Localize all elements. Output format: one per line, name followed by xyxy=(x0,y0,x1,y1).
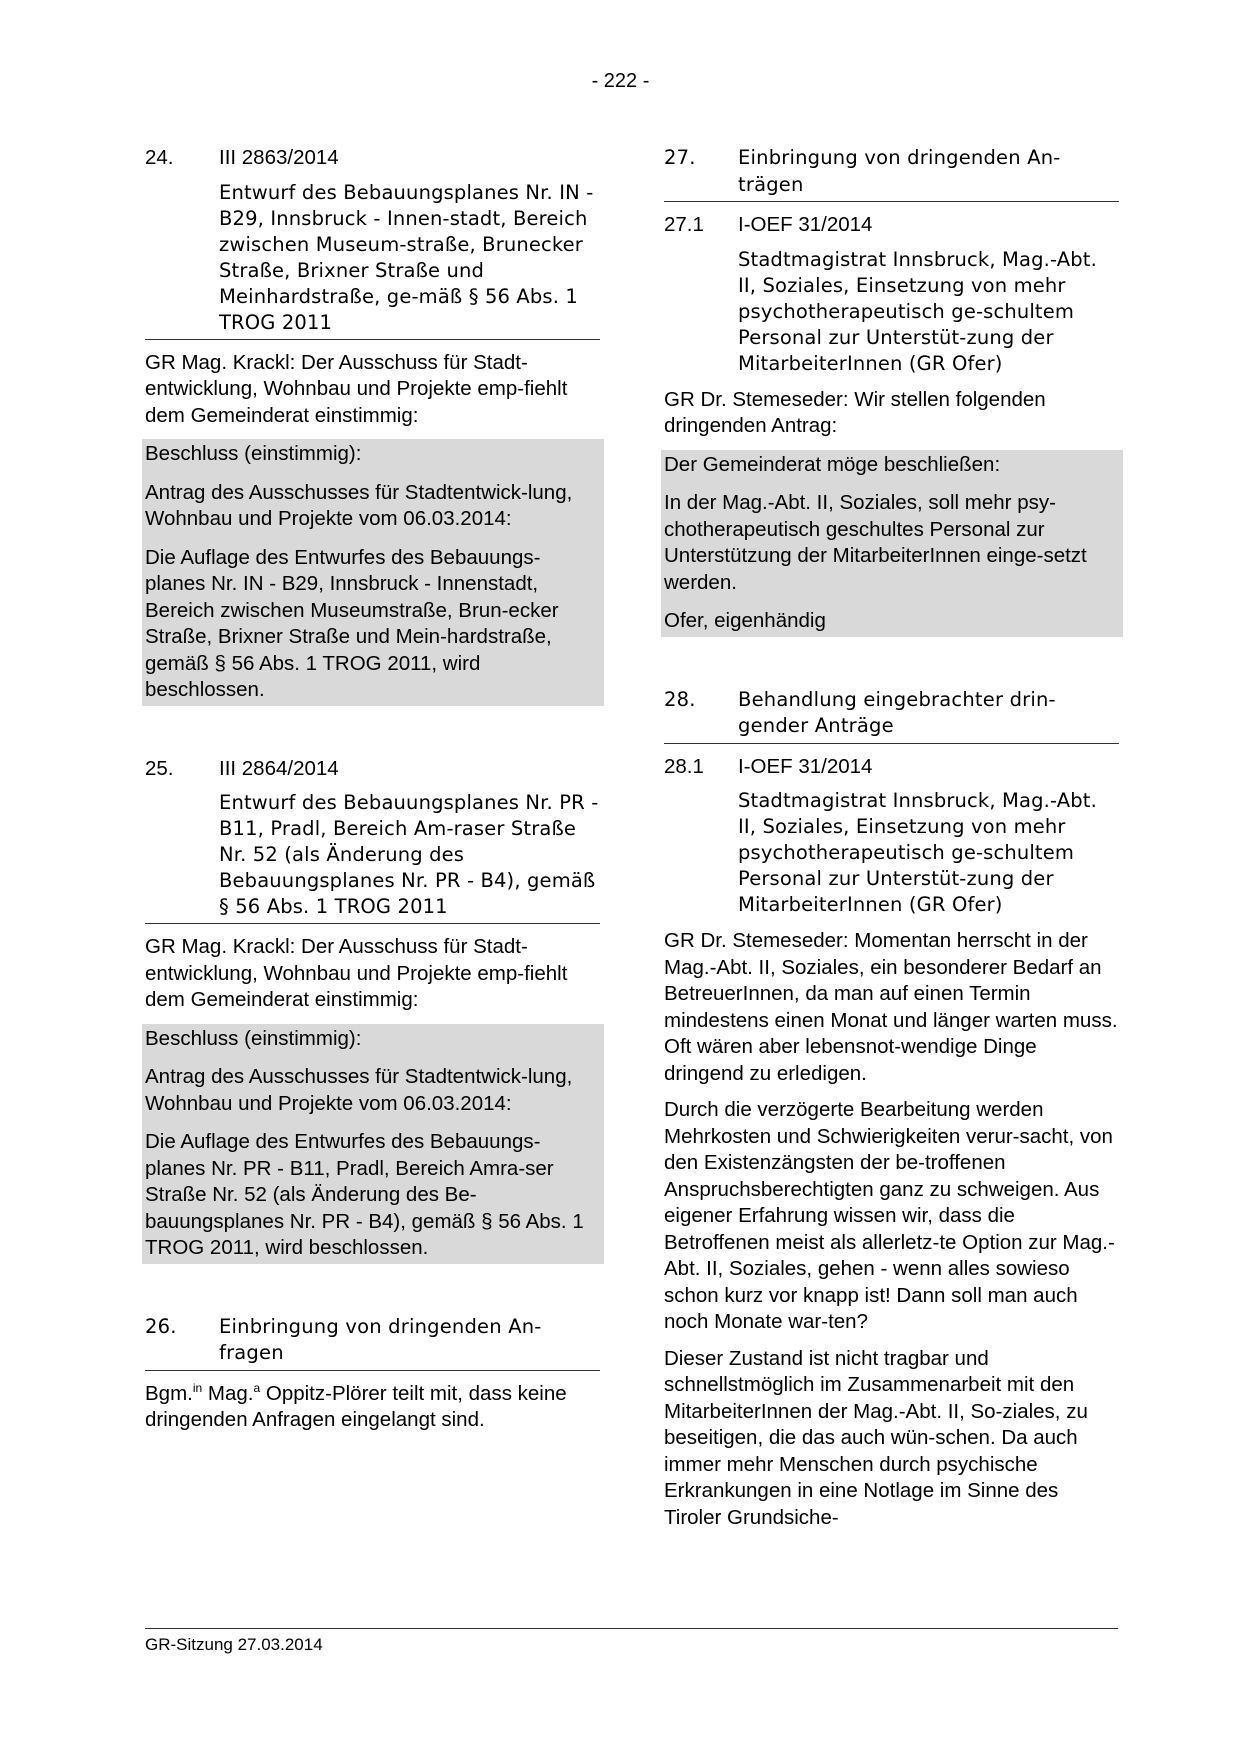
resolution-box xyxy=(142,439,604,706)
motion-signature: Ofer, eigenhändig xyxy=(664,609,826,632)
item-title: Einbringung von dringenden An-fragen xyxy=(219,1314,542,1364)
item-number: 25. xyxy=(145,756,174,780)
item-title: Entwurf des Bebauungsplanes Nr. IN - B29, Innsbruck - Innen-stadt, Bereich zwischen Museum-straße, Brunecker Straße, Brixner Straße und Meinhardstraße, ge-mäß § 56 Abs. 1 TROG 2011 xyxy=(219,180,594,334)
item-reference: III 2863/2014 xyxy=(219,146,339,169)
committee-recommendation: GR Mag. Krackl: Der Ausschuss für Stadt-entwicklung, Wohnbau und Projekte emp-fiehlt dem Gemeinderat einstimmig: xyxy=(145,935,568,1011)
title-bgm: Bgm. xyxy=(145,1381,193,1405)
mayor-statement xyxy=(145,1381,600,1434)
statement-text: Oppitz-Plörer teilt mit, dass keine dringenden Anfragen eingelangt sind. xyxy=(145,1381,567,1431)
agenda-item-27 xyxy=(664,145,1119,637)
item-number: 28. xyxy=(664,687,696,711)
item-title: Einbringung von dringenden An-trägen xyxy=(738,146,1061,196)
speech-paragraph: GR Dr. Stemeseder: Momentan herrscht in der Mag.-Abt. II, Soziales, ein besonderer Bedarf an BetreuerInnen, da man auf einen Termin mindestens einen Monat und länger warten muss. Oft wären aber lebensnot-wendige Dinge dringend zu erledigen. xyxy=(664,929,1118,1085)
item-number: 24. xyxy=(145,146,174,169)
motion-label: Der Gemeinderat möge beschließen: xyxy=(664,452,1001,476)
item-title: Entwurf des Bebauungsplanes Nr. PR - B11, Pradl, Bereich Am-raser Straße Nr. 52 (als Änderung des Bebauungsplanes Nr. PR - B4), gemäß § 56 Abs. 1 TROG 2011 xyxy=(219,791,599,918)
resolution-text: Die Auflage des Entwurfes des Bebauungs-planes Nr. IN - B29, Innsbruck - Innenstadt, Bereich zwischen Museumstraße, Brun-ecker Straße, Brixner Straße und Mein-hardstraße, gemäß § 56 Abs. 1 TROG 2011, wird beschlossen. xyxy=(145,545,559,701)
committee-recommendation: GR Mag. Krackl: Der Ausschuss für Stadt-entwicklung, Wohnbau und Projekte emp-fiehlt dem Gemeinderat einstimmig: xyxy=(145,350,568,427)
sub-item-reference: I-OEF 31/2014 xyxy=(738,754,873,778)
sub-item-title: Stadtmagistrat Innsbruck, Mag.-Abt. II, Soziales, Einsetzung von mehr psychotherapeutisch ge-schultem Personal zur Unterstüt-zung der MitarbeiterInnen (GR Ofer) xyxy=(738,789,1097,916)
page-footer: GR-Sitzung 27.03.2014 xyxy=(145,1628,1118,1655)
resolution-label: Beschluss (einstimmig): xyxy=(145,442,362,465)
speech-paragraph: Durch die verzögerte Bearbeitung werden Mehrkosten und Schwierigkeiten verur-sacht, von den Existenzängsten der be-troffenen Anspruchsberechtigten ganz zu schweigen. Aus eigener Erfahrung wissen wir, dass die Betroffenen meist als allerletz-te Option zur Mag.-Abt. II, Soziales, gehen - wenn alles sowieso schon kurz vor knapp ist! Dann soll man auch noch Monate war-ten? xyxy=(664,1098,1115,1333)
sub-item-reference: I-OEF 31/2014 xyxy=(738,213,873,236)
title-mag: Mag. xyxy=(207,1381,254,1405)
agenda-item-25 xyxy=(145,756,600,1264)
motion-intro: GR Dr. Stemeseder: Wir stellen folgenden dringenden Antrag: xyxy=(664,387,1046,437)
right-column xyxy=(664,145,1119,1531)
agenda-item-28 xyxy=(664,687,1119,1532)
title-mag-suffix: a xyxy=(253,1380,261,1395)
left-column xyxy=(145,145,600,1434)
speech-paragraph: Dieser Zustand ist nicht tragbar und schnellstmöglich im Zusammenarbeit mit den MitarbeiterInnen der Mag.-Abt. II, So-ziales, zu beseitigen, die das auch wün-schen. Da auch immer mehr Menschen durch psychische Erkrankungen in eine Notlage im Sinne des Tiroler Grundsiche- xyxy=(664,1346,1088,1529)
page-number: - 222 - xyxy=(591,70,650,92)
motion-text: In der Mag.-Abt. II, Soziales, soll mehr psy-chotherapeutisch geschultes Personal zur Unterstützung der MitarbeiterInnen einge-setzt werden. xyxy=(664,491,1087,594)
sub-item-number: 28.1 xyxy=(664,754,704,778)
item-title: Behandlung eingebrachter drin-gender Anträge xyxy=(738,687,1056,737)
resolution-box xyxy=(142,1024,604,1264)
sub-item-number: 27.1 xyxy=(664,213,704,236)
agenda-item-24 xyxy=(145,145,600,706)
item-number: 27. xyxy=(664,146,696,169)
resolution-label: Beschluss (einstimmig): xyxy=(145,1026,362,1050)
item-reference: III 2864/2014 xyxy=(219,756,339,780)
resolution-text: Die Auflage des Entwurfes des Bebauungs-planes Nr. PR - B11, Pradl, Bereich Amra-ser Straße Nr. 52 (als Änderung des Be-bauungsplanes Nr. PR - B4), gemäß § 56 Abs. 1 TROG 2011, wird beschlossen. xyxy=(145,1130,584,1259)
motion-box xyxy=(661,450,1123,637)
sub-item-title: Stadtmagistrat Innsbruck, Mag.-Abt. II, Soziales, Einsetzung von mehr psychotherapeutisch ge-schultem Personal zur Unterstüt-zung der MitarbeiterInnen (GR Ofer) xyxy=(738,247,1097,375)
title-bgm-suffix: in xyxy=(192,1380,203,1395)
item-number: 26. xyxy=(145,1314,177,1338)
motion-source: Antrag des Ausschusses für Stadtentwick-lung, Wohnbau und Projekte vom 06.03.2014: xyxy=(145,480,573,530)
agenda-item-26 xyxy=(145,1314,600,1434)
motion-source: Antrag des Ausschusses für Stadtentwick-lung, Wohnbau und Projekte vom 06.03.2014: xyxy=(145,1065,573,1115)
